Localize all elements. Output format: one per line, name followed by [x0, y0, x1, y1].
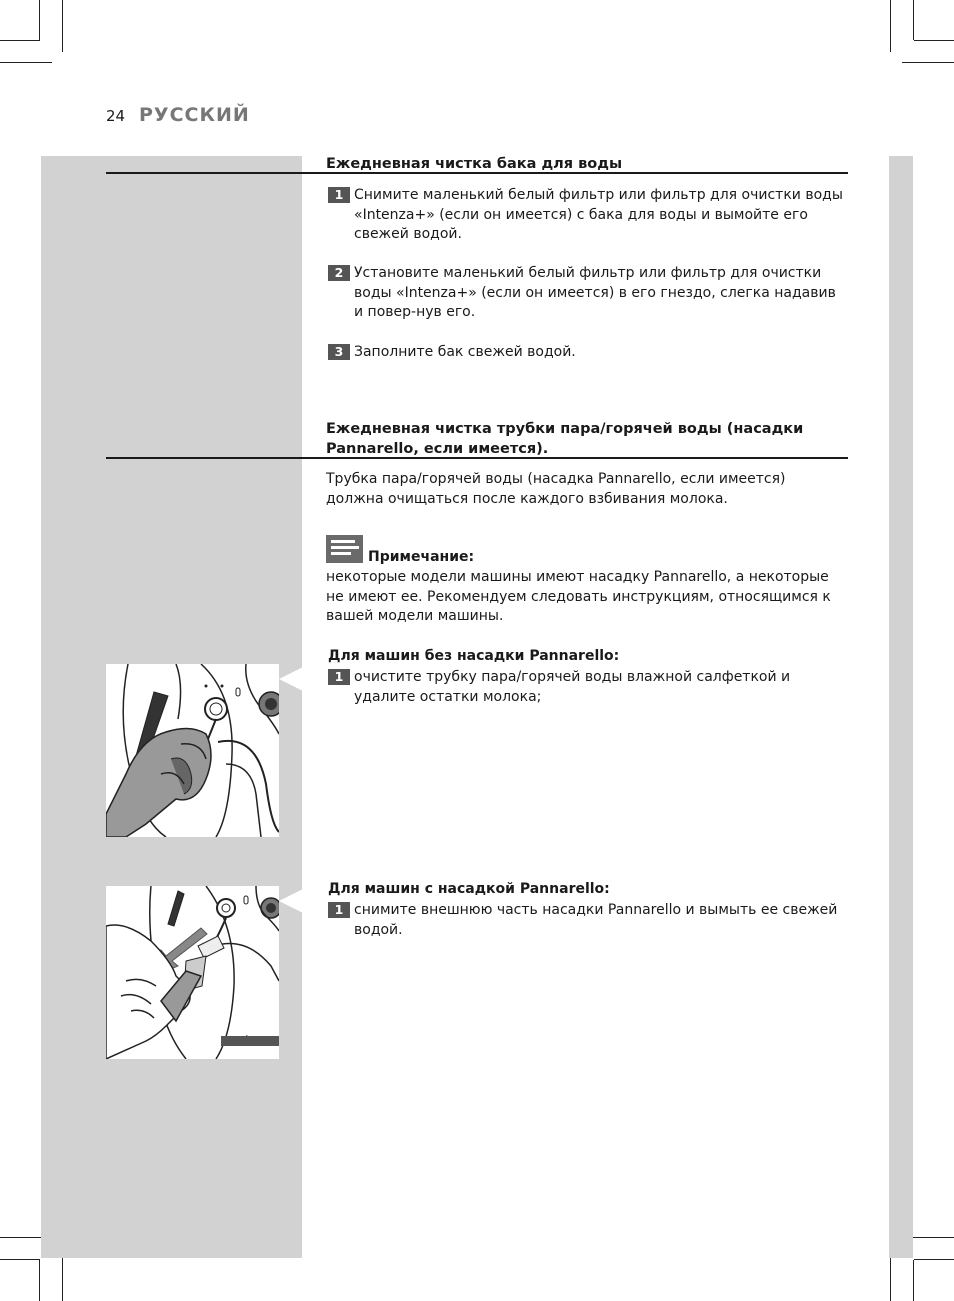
crop-mark [0, 40, 40, 41]
right-gray-strip [889, 156, 913, 1258]
note-label: Примечание: [368, 549, 475, 565]
step-number: 3 [328, 344, 350, 360]
note-text: некоторые модели машины имеют насадку Pannarello, а некоторые не имеют ее. Рекомендуем следовать инструкциям, относящимся к вашей модели машины. [326, 569, 831, 625]
crop-mark [0, 1259, 40, 1260]
section-title-steam-wand: Ежедневная чистка трубки пара/горячей воды (насадки Pannarello, если имеется). [326, 421, 804, 457]
note-icon [326, 535, 363, 563]
crop-mark [913, 1260, 914, 1301]
language-title: РУССКИЙ [139, 104, 250, 126]
step-item [328, 668, 848, 707]
intro-paragraph: Трубка пара/горячей воды (насадка Pannarello, если имеется) должна очищаться после каждого взбивания молока. [326, 471, 786, 507]
step-number: 1 [328, 902, 350, 918]
crop-mark [914, 1259, 954, 1260]
crop-mark [62, 0, 63, 52]
step-item [328, 264, 848, 323]
crop-mark [39, 0, 40, 40]
section-title-water-tank: Ежедневная чистка бака для воды [326, 156, 623, 172]
crop-mark [39, 1260, 40, 1301]
crop-mark [913, 0, 914, 40]
section-rule [106, 457, 848, 459]
subheading-without-pannarello: Для машин без насадки Pannarello: [328, 648, 620, 664]
step-item [328, 901, 848, 940]
crop-mark [914, 40, 954, 41]
step-text: снимите внешнюю часть насадки Pannarello и вымыть ее свежей водой. [354, 902, 838, 938]
crop-mark [0, 62, 52, 63]
step-number: 1 [328, 187, 350, 203]
illustration-wipe-steam-wand [106, 664, 279, 837]
illustration-remove-pannarello [106, 886, 279, 1059]
step-text: Установите маленький белый фильтр или фильтр для очистки воды «Intenza+» (если он имеется) в его гнездо, слегка надавив и повер-нув его. [354, 265, 836, 321]
step-number: 2 [328, 265, 350, 281]
step-text: Заполните бак свежей водой. [354, 344, 576, 360]
image-pointer [279, 889, 303, 913]
subheading-with-pannarello: Для машин с насадкой Pannarello: [328, 881, 610, 897]
crop-mark [902, 62, 954, 63]
step-text: очистите трубку пара/горячей воды влажной салфеткой и удалите остатки молока; [354, 669, 791, 705]
step-text: Снимите маленький белый фильтр или фильтр для очистки воды «Intenza+» (если он имеется) с бака для воды и вымойте его свежей водой. [354, 187, 843, 243]
crop-mark [890, 0, 891, 52]
image-pointer [279, 667, 303, 691]
step-item [328, 186, 848, 245]
step-item [328, 343, 848, 363]
step-number: 1 [328, 669, 350, 685]
page-number: 24 [106, 107, 126, 125]
section-rule [106, 172, 848, 174]
